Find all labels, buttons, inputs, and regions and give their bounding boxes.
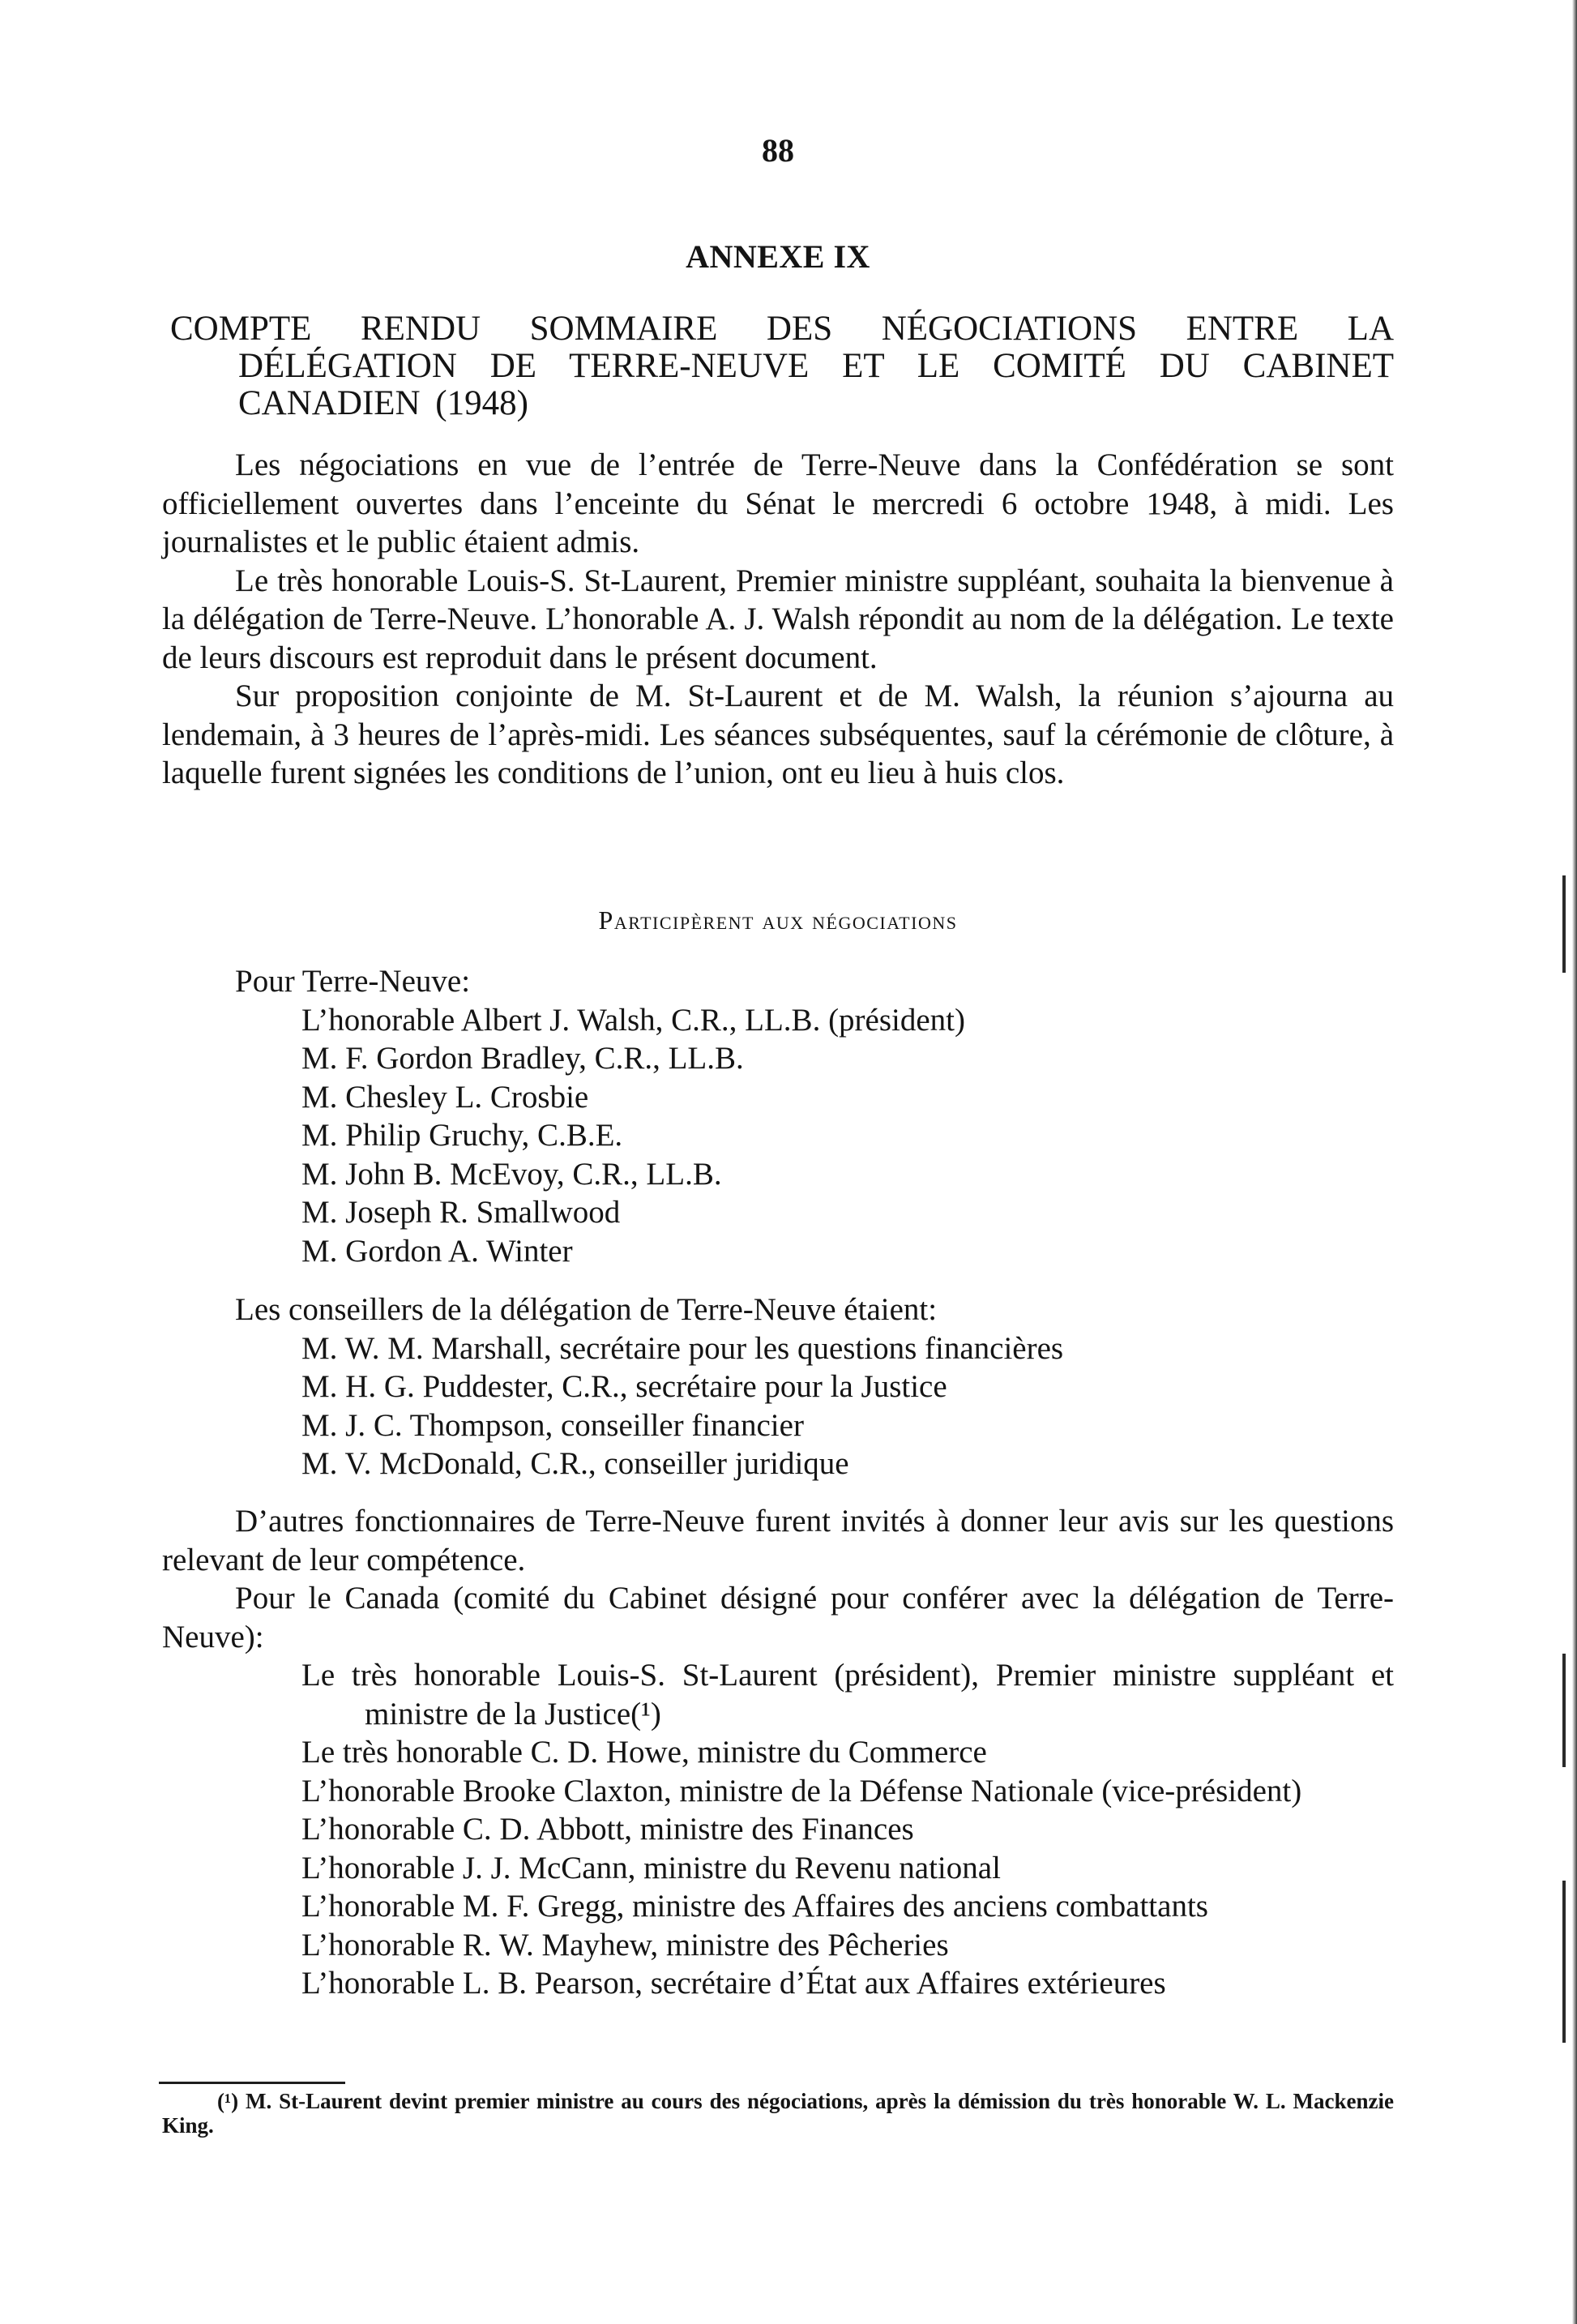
scan-margin-mark <box>1562 1654 1566 1767</box>
canada-lead: Pour le Canada (comité du Cabinet désigné pour conférer avec la délégation de Terre-Neuve): <box>162 1581 1394 1654</box>
participant-entry: L’honorable Albert J. Walsh, C.R., LL.B. (président) <box>301 1002 965 1038</box>
newfoundland-lead: Pour Terre-Neuve: <box>235 964 471 999</box>
minister-entry: L’honorable L. B. Pearson, secrétaire d’État aux Affaires extérieures <box>301 1966 1166 2001</box>
advisor-entry: M. J. C. Thompson, conseiller financier <box>301 1407 804 1443</box>
participant-entry: M. F. Gordon Bradley, C.R., LL.B. <box>301 1041 744 1076</box>
minister-entry: L’honorable M. F. Gregg, ministre des Affaires des anciens combattants <box>301 1889 1208 1924</box>
newfoundland-participants <box>162 962 1394 1270</box>
footnote: (¹) M. St-Laurent devint premier ministre au cours des négociations, après la démission du très honorable W. L. Mackenzie King. <box>162 2089 1394 2138</box>
participant-entry: M. Joseph R. Smallwood <box>301 1195 621 1230</box>
minister-entry: L’honorable R. W. Mayhew, ministre des Pêcheries <box>301 1927 949 1962</box>
advisors-list <box>162 1290 1394 1483</box>
participant-entry: M. John B. McEvoy, C.R., LL.B. <box>301 1156 722 1192</box>
footnote-separator <box>159 2082 345 2084</box>
scan-margin-mark <box>1562 1881 1566 2043</box>
other-officials <box>162 1502 1394 1579</box>
page-number: 88 <box>762 132 794 169</box>
section-title: Participèrent aux négociations <box>598 905 958 935</box>
advisor-entry: M. V. McDonald, C.R., conseiller juridique <box>301 1446 849 1481</box>
document-heading: COMPTE RENDU SOMMAIRE DES NÉGOCIATIONS ENTRE LA DÉLÉGATION DE TERRE-NEUVE ET LE COMITÉ DU CABINET CANADIEN (1948) <box>170 310 1394 422</box>
minister-entry: Le très honorable Louis-S. St-Laurent (président), Premier ministre suppléant et ministre de la Justice(¹) <box>301 1658 1394 1731</box>
participant-entry: M. Chesley L. Crosbie <box>301 1079 589 1115</box>
intro-paragraph: Sur proposition conjointe de M. St-Laurent et de M. Walsh, la réunion s’ajourna au lendemain, à 3 heures de l’après-midi. Les séances subséquentes, sauf la cérémonie de clôture, à laquelle furent signées les conditions de l’union, ont eu lieu à huis clos. <box>162 678 1394 790</box>
advisor-entry: M. H. G. Puddester, C.R., secrétaire pour la Justice <box>301 1369 947 1404</box>
minister-entry: L’honorable J. J. McCann, ministre du Revenu national <box>301 1850 1001 1885</box>
intro-paragraph: Les négociations en vue de l’entrée de Terre-Neuve dans la Confédération se sont officiellement ouvertes dans l’enceinte du Sénat le mercredi 6 octobre 1948, à midi. Les journalistes et le public étaient admis. <box>162 447 1394 559</box>
participant-entry: M. Philip Gruchy, C.B.E. <box>301 1118 623 1153</box>
intro-paragraph: Le très honorable Louis-S. St-Laurent, Premier ministre suppléant, souhaita la bienvenue à la délégation de Terre-Neuve. L’honorable A. J. Walsh répondit au nom de la délégation. Le texte de leurs discours est reproduit dans le présent document. <box>162 563 1394 675</box>
other-officials-paragraph: D’autres fonctionnaires de Terre-Neuve furent invités à donner leur avis sur les questions relevant de leur compétence. <box>162 1504 1394 1577</box>
canada-participants <box>162 1579 1394 2003</box>
annex-title: ANNEXE IX <box>686 238 870 275</box>
scan-margin-mark <box>1562 875 1566 973</box>
advisor-entry: M. W. M. Marshall, secrétaire pour les questions financières <box>301 1330 1064 1366</box>
participant-entry: M. Gordon A. Winter <box>301 1233 573 1269</box>
intro-section <box>162 446 1394 793</box>
scan-edge-shadow <box>1572 0 1577 2324</box>
minister-entry: Le très honorable C. D. Howe, ministre du Commerce <box>301 1735 987 1770</box>
advisors-lead: Les conseillers de la délégation de Terre-Neuve étaient: <box>235 1292 938 1327</box>
minister-entry: L’honorable Brooke Claxton, ministre de la Défense Nationale (vice-président) <box>301 1773 1302 1808</box>
minister-entry: L’honorable C. D. Abbott, ministre des Finances <box>301 1812 914 1847</box>
